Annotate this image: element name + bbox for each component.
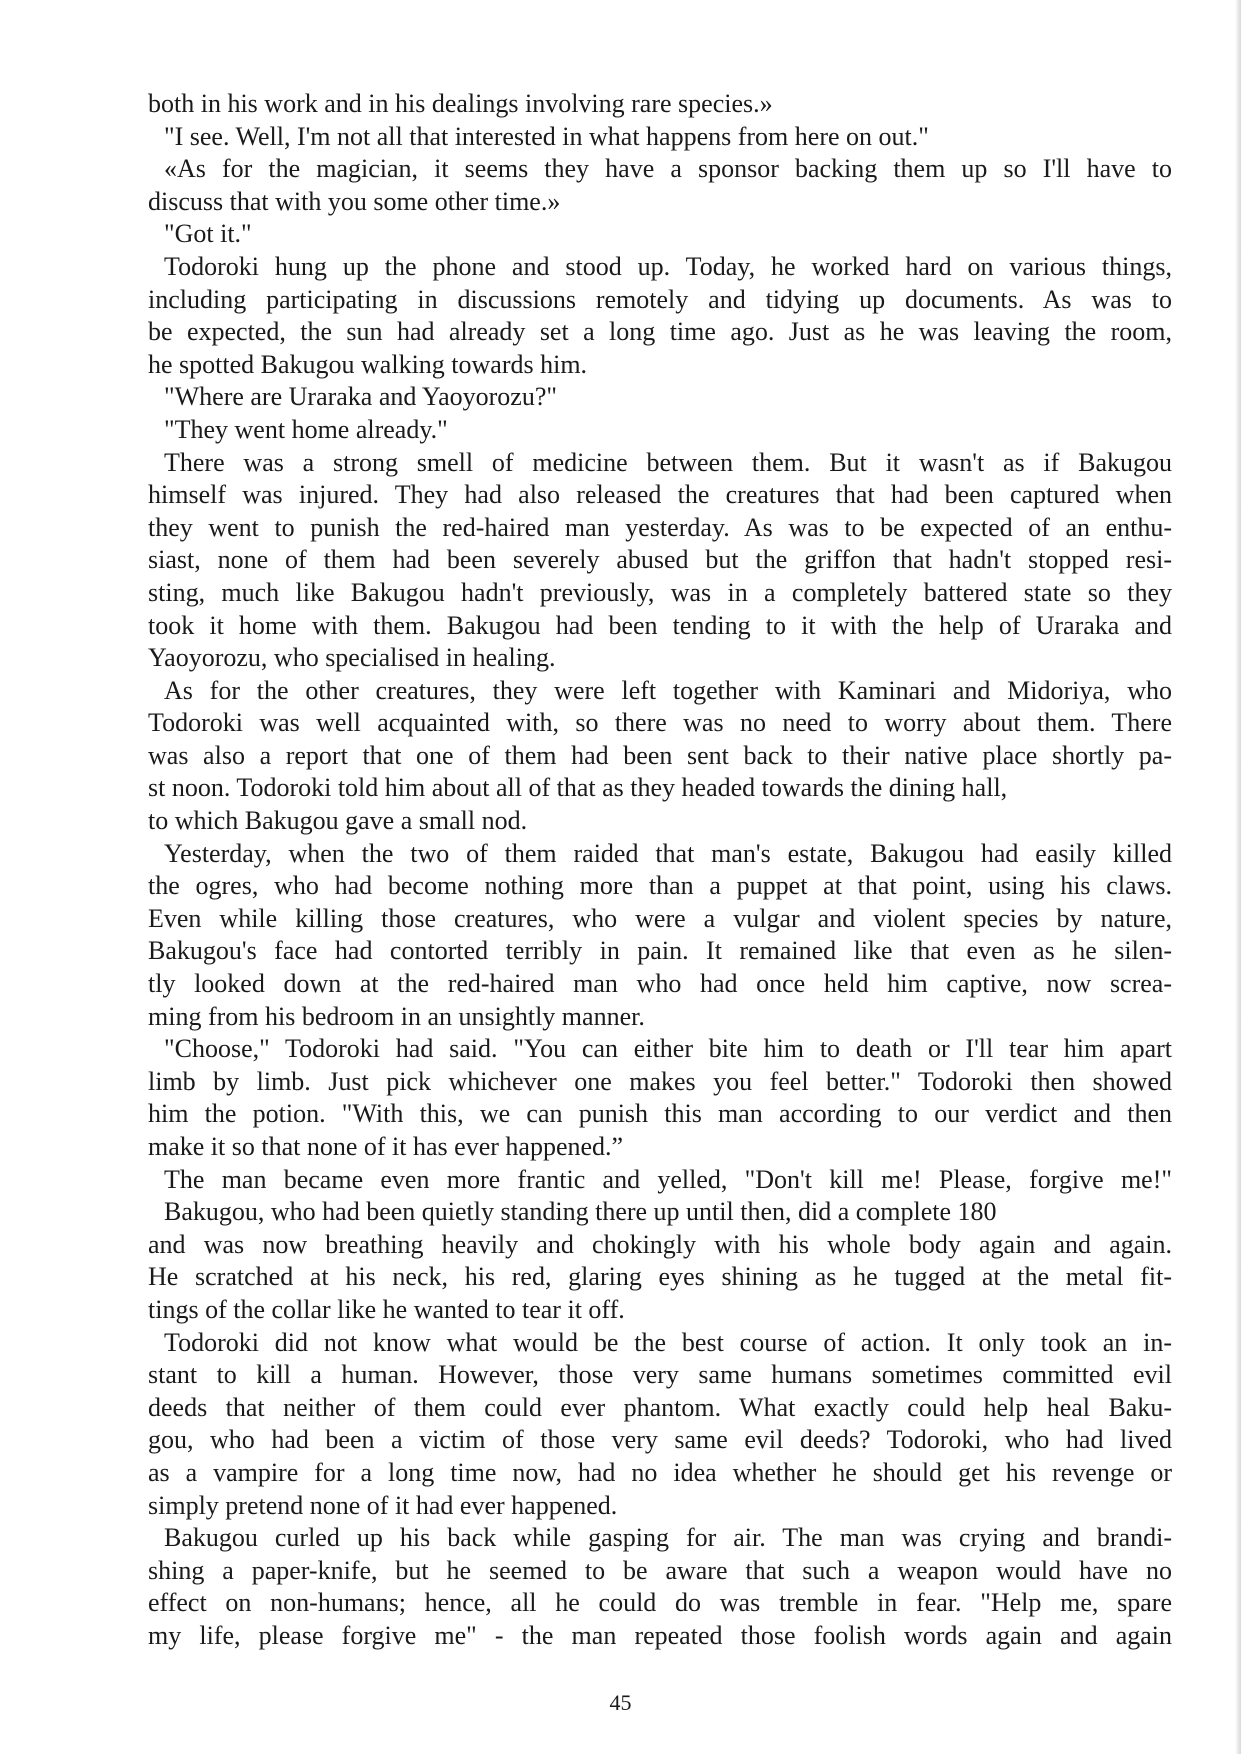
text-line: stant to kill a human. However, those very same humans sometimes committed evil <box>148 1360 1172 1390</box>
page-edge-shadow <box>1235 0 1241 1754</box>
text-line: There was a strong smell of medicine between them. But it wasn't as if Bakugou <box>164 447 1172 477</box>
text-line: Todoroki did not know what would be the best course of action. It only took an in- <box>164 1327 1172 1357</box>
text-line: as a vampire for a long time now, had no idea whether he should get his revenge or <box>148 1457 1172 1487</box>
text-line: gou, who had been a victim of those very same evil deeds? Todoroki, who had lived <box>148 1425 1172 1455</box>
text-line: st noon. Todoroki told him about all of that as they headed towards the dining hall, <box>148 773 1008 803</box>
text-line: siast, none of them had been severely abused but the griffon that hadn't stopped resi- <box>148 545 1172 575</box>
text-line: they went to punish the red-haired man yesterday. As was to be expected of an enthu- <box>148 512 1172 542</box>
text-line: him the potion. "With this, we can punish this man according to our verdict and then <box>148 1099 1172 1129</box>
text-line: "I see. Well, I'm not all that interested in what happens from here on out." <box>164 121 929 151</box>
text-line: tings of the collar like he wanted to tear it off. <box>148 1294 625 1324</box>
page-number: 45 <box>609 1690 632 1715</box>
text-line: to which Bakugou gave a small nod. <box>148 806 528 836</box>
text-line: Bakugou, who had been quietly standing there up until then, did a complete 180 <box>164 1197 997 1227</box>
text-line: shing a paper-knife, but he seemed to be aware that such a weapon would have no <box>148 1555 1172 1585</box>
body-text <box>148 88 1172 1653</box>
text-line: was also a report that one of them had been sent back to their native place shortly pa- <box>148 740 1172 770</box>
text-line: including participating in discussions remotely and tidying up documents. As was to <box>148 284 1172 314</box>
text-line: simply pretend none of it had ever happened. <box>148 1490 618 1520</box>
text-line: the ogres, who had become nothing more than a puppet at that point, using his claws. <box>148 871 1172 901</box>
text-line: tly looked down at the red-haired man who had once held him captive, now screa- <box>148 969 1172 999</box>
text-line: The man became even more frantic and yelled, "Don't kill me! Please, forgive me!" <box>164 1164 1172 1194</box>
text-line: effect on non-humans; hence, all he could do was tremble in fear. "Help me, spare <box>148 1588 1172 1618</box>
text-line: discuss that with you some other time.» <box>148 186 561 216</box>
text-line: Bakugou curled up his back while gasping for air. The man was crying and brandi- <box>164 1523 1172 1553</box>
text-line: Todoroki hung up the phone and stood up. Today, he worked hard on various things, <box>164 251 1172 281</box>
text-line: "Where are Uraraka and Yaoyorozu?" <box>164 382 557 412</box>
text-line: limb by limb. Just pick whichever one makes you feel better." Todoroki then showed <box>148 1066 1172 1096</box>
text-line: he spotted Bakugou walking towards him. <box>148 349 588 379</box>
text-line: be expected, the sun had already set a long time ago. Just as he was leaving the room, <box>148 317 1172 347</box>
text-line: sting, much like Bakugou hadn't previously, was in a completely battered state so they <box>148 577 1172 607</box>
text-line: Yaoyorozu, who specialised in healing. <box>148 643 556 673</box>
text-line: Bakugou's face had contorted terribly in pain. It remained like that even as he silen- <box>148 936 1172 966</box>
text-line: took it home with them. Bakugou had been tending to it with the help of Uraraka and <box>148 610 1172 640</box>
text-line: Yesterday, when the two of them raided that man's estate, Bakugou had easily killed <box>164 838 1172 868</box>
text-line: «As for the magician, it seems they have a sponsor backing them up so I'll have to <box>164 154 1172 184</box>
text-line: "Got it." <box>164 219 252 249</box>
text-line: ming from his bedroom in an unsightly manner. <box>148 1001 645 1031</box>
text-line: deeds that neither of them could ever phantom. What exactly could help heal Baku- <box>148 1392 1172 1422</box>
text-line: himself was injured. They had also released the creatures that had been captured when <box>148 480 1172 510</box>
text-line: Todoroki was well acquainted with, so there was no need to worry about them. There <box>148 708 1172 738</box>
text-line: As for the other creatures, they were left together with Kaminari and Midoriya, who <box>164 675 1172 705</box>
text-line: He scratched at his neck, his red, glaring eyes shining as he tugged at the metal fit- <box>148 1262 1172 1292</box>
text-line: "They went home already." <box>164 414 448 444</box>
text-line: make it so that none of it has ever happened.” <box>148 1132 624 1161</box>
text-line: my life, please forgive me" - the man repeated those foolish words again and again <box>148 1620 1172 1650</box>
text-line: and was now breathing heavily and chokingly with his whole body again and again. <box>148 1229 1172 1259</box>
text-line: "Choose," Todoroki had said. "You can either bite him to death or I'll tear him apart <box>164 1034 1172 1064</box>
text-line: Even while killing those creatures, who were a vulgar and violent species by nature, <box>148 903 1172 933</box>
text-line: both in his work and in his dealings involving rare species.» <box>148 89 773 118</box>
